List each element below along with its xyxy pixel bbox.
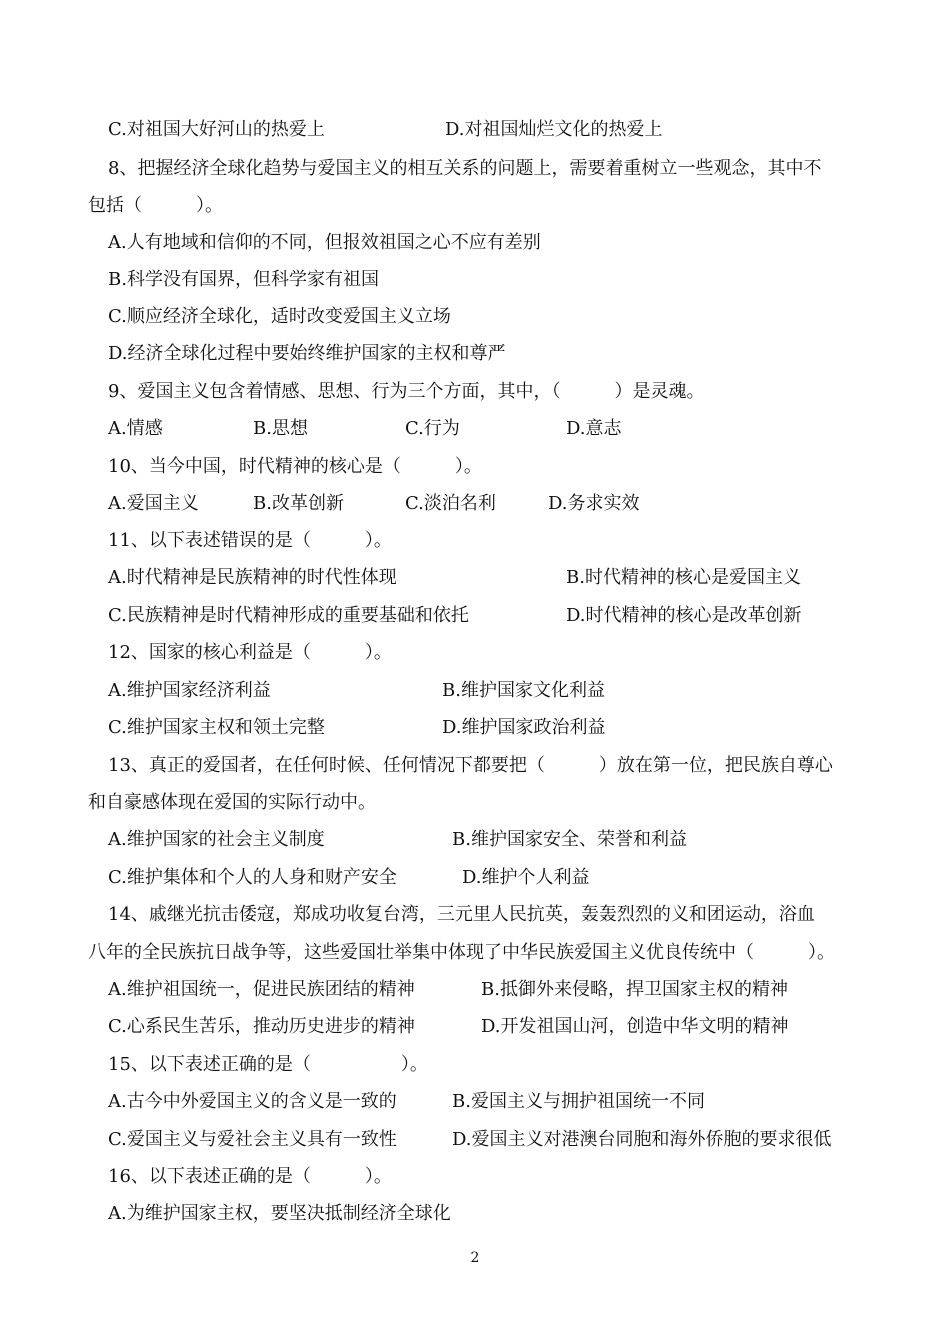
q15-stem: 15、以下表述正确的是（ ）。 bbox=[108, 1054, 428, 1075]
q10-options-1: B.改革创新 bbox=[253, 493, 344, 514]
q10-options-2: C.淡泊名利 bbox=[405, 493, 496, 514]
q9-stem: 9、爱国主义包含着情感、思想、行为三个方面，其中，（ ）是灵魂。 bbox=[108, 381, 705, 402]
q11-options-ab-0: A.时代精神是民族精神的时代性体现 bbox=[108, 567, 397, 588]
q12-options-cd-0: C.维护国家主权和领土完整 bbox=[108, 717, 325, 738]
q14-options-ab-1: B.抵御外来侵略，捍卫国家主权的精神 bbox=[481, 979, 788, 1000]
q14-options-ab-0: A.维护祖国统一，促进民族团结的精神 bbox=[108, 979, 415, 1000]
q14-options-cd-0: C.心系民生苦乐，推动历史进步的精神 bbox=[108, 1016, 415, 1037]
q8-option-a: A.人有地域和信仰的不同，但报效祖国之心不应有差别 bbox=[108, 232, 541, 253]
q12-options-ab-0: A.维护国家经济利益 bbox=[108, 680, 271, 701]
q8-stem-2: 包括（ ）。 bbox=[88, 195, 223, 216]
q13-options-ab-1: B.维护国家安全、荣誉和利益 bbox=[452, 829, 687, 850]
q8-stem-1: 8、把握经济全球化趋势与爱国主义的相互关系的问题上，需要着重树立一些观念，其中不 bbox=[108, 158, 822, 179]
q15-options-cd-1: D.爱国主义对港澳台同胞和海外侨胞的要求很低 bbox=[452, 1129, 832, 1150]
q8-option-c: C.顺应经济全球化，适时改变爱国主义立场 bbox=[108, 306, 451, 327]
q15-options-cd-0: C.爱国主义与爱社会主义具有一致性 bbox=[108, 1129, 397, 1150]
q7-options-cd-1: D.对祖国灿烂文化的热爱上 bbox=[445, 119, 663, 140]
q12-stem: 12、国家的核心利益是（ ）。 bbox=[108, 642, 392, 663]
q8-option-d: D.经济全球化过程中要始终维护国家的主权和尊严 bbox=[108, 343, 506, 364]
q13-options-cd-0: C.维护集体和个人的人身和财产安全 bbox=[108, 867, 397, 888]
q11-stem: 11、以下表述错误的是（ ）。 bbox=[108, 530, 392, 551]
q10-stem: 10、当今中国，时代精神的核心是（ ）。 bbox=[108, 456, 482, 477]
q13-stem-1: 13、真正的爱国者，在任何时候、任何情况下都要把（ ）放在第一位，把民族自尊心 bbox=[108, 755, 833, 776]
q15-options-ab-0: A.古今中外爱国主义的含义是一致的 bbox=[108, 1091, 397, 1112]
q12-options-cd-1: D.维护国家政治利益 bbox=[442, 717, 606, 738]
q15-options-ab-1: B.爱国主义与拥护祖国统一不同 bbox=[452, 1091, 705, 1112]
q16-option-a: A.为维护国家主权，要坚决抵制经济全球化 bbox=[108, 1203, 451, 1224]
q9-options-3: D.意志 bbox=[566, 418, 622, 439]
q10-options-0: A.爱国主义 bbox=[108, 493, 199, 514]
q11-options-ab-1: B.时代精神的核心是爱国主义 bbox=[566, 567, 801, 588]
q16-stem: 16、以下表述正确的是（ ）。 bbox=[108, 1166, 392, 1187]
q11-options-cd-0: C.民族精神是时代精神形成的重要基础和依托 bbox=[108, 605, 469, 626]
q9-options-2: C.行为 bbox=[405, 418, 460, 439]
q14-stem-1: 14、戚继光抗击倭寇，郑成功收复台湾，三元里人民抗英，轰轰烈烈的义和团运动，浴血 bbox=[108, 904, 815, 925]
q9-options-1: B.思想 bbox=[253, 418, 308, 439]
q13-stem-2: 和自豪感体现在爱国的实际行动中。 bbox=[88, 792, 376, 813]
q14-options-cd-1: D.开发祖国山河，创造中华文明的精神 bbox=[481, 1016, 789, 1037]
q9-options-0: A.情感 bbox=[108, 418, 163, 439]
q11-options-cd-1: D.时代精神的核心是改革创新 bbox=[566, 605, 802, 626]
q13-options-ab-0: A.维护国家的社会主义制度 bbox=[108, 829, 325, 850]
q12-options-ab-1: B.维护国家文化利益 bbox=[442, 680, 605, 701]
q10-options-3: D.务求实效 bbox=[548, 493, 640, 514]
q13-options-cd-1: D.维护个人利益 bbox=[462, 867, 590, 888]
q7-options-cd-0: C.对祖国大好河山的热爱上 bbox=[108, 119, 325, 140]
q8-option-b: B.科学没有国界，但科学家有祖国 bbox=[108, 269, 379, 290]
page-number: 2 bbox=[470, 1250, 480, 1266]
q14-stem-2: 八年的全民族抗日战争等，这些爱国壮举集中体现了中华民族爱国主义优良传统中（ ）。 bbox=[88, 942, 835, 963]
